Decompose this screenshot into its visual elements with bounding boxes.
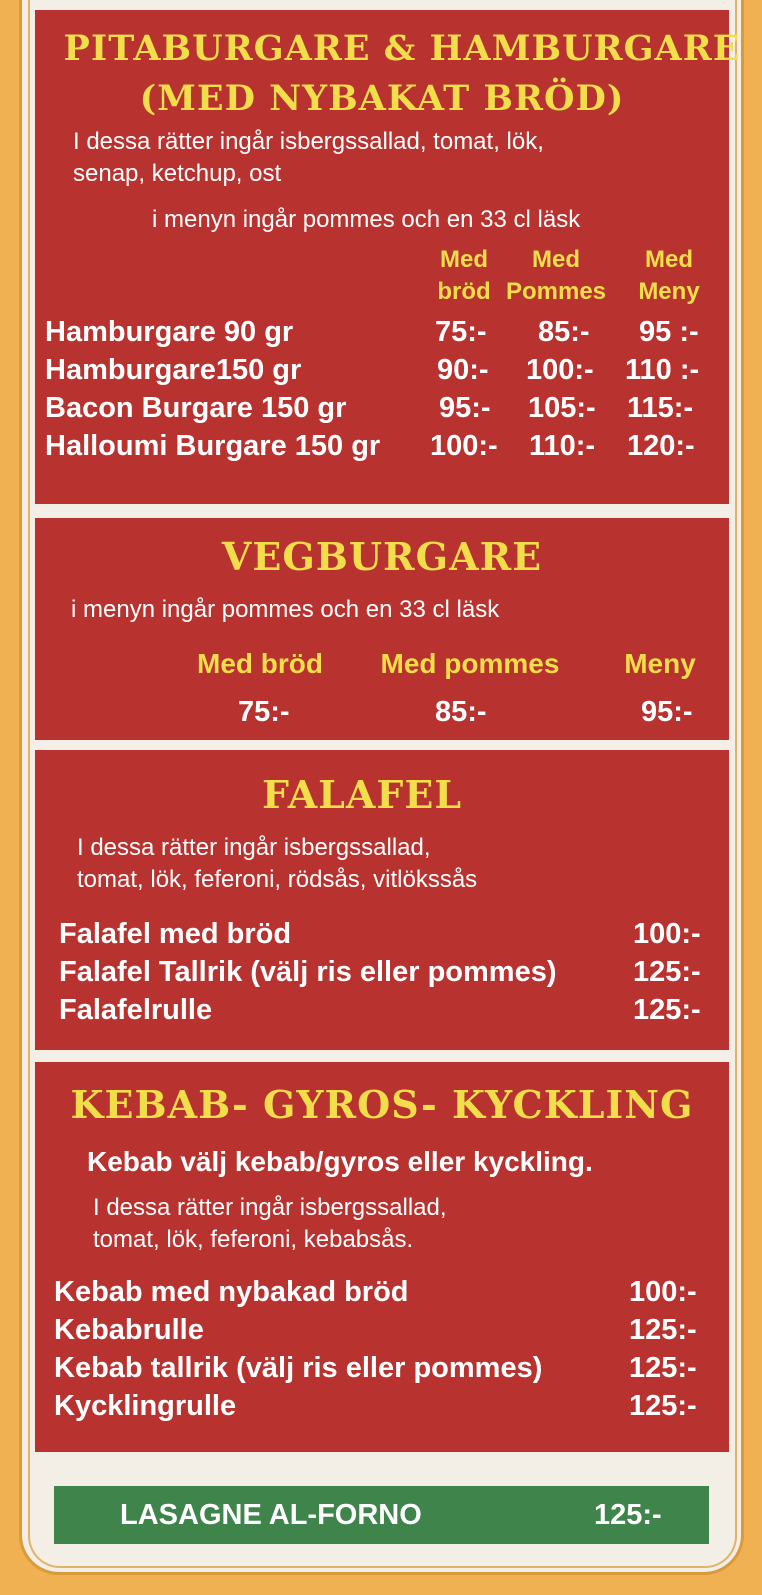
item-price-bread: 100:- bbox=[430, 430, 498, 462]
item-price: 125:- bbox=[633, 994, 701, 1026]
item-price-meny: 95 :- bbox=[639, 316, 699, 348]
item-name: Falafelrulle bbox=[59, 994, 213, 1026]
menu-item-row bbox=[35, 1390, 729, 1428]
item-price-bread: 75:- bbox=[435, 316, 487, 348]
item-name: Kycklingrulle bbox=[54, 1390, 237, 1422]
item-price-meny: 120:- bbox=[627, 430, 695, 462]
menu-note: i menyn ingår pommes och en 33 cl läsk bbox=[71, 596, 500, 623]
item-price-meny: 115:- bbox=[627, 392, 694, 424]
column-header-bread: Med bröd bbox=[197, 648, 323, 679]
item-price-bread: 90:- bbox=[437, 354, 489, 386]
section-subtitle: Kebab välj kebab/gyros eller kyckling. bbox=[87, 1146, 593, 1177]
item-price: 100:- bbox=[633, 918, 701, 950]
item-price: 125:- bbox=[629, 1390, 697, 1422]
item-name: LASAGNE AL-FORNO bbox=[120, 1499, 422, 1531]
item-name: Kebab med nybakad bröd bbox=[54, 1276, 409, 1308]
menu-item-row bbox=[35, 1352, 729, 1390]
price-row bbox=[35, 696, 729, 734]
menu-item-row bbox=[35, 1276, 729, 1314]
item-name: Falafel med bröd bbox=[59, 918, 292, 950]
menu-item-row bbox=[35, 354, 729, 392]
item-price: 125:- bbox=[629, 1314, 697, 1346]
section-falafel bbox=[35, 750, 729, 1050]
section-description-line2: tomat, lök, feferoni, rödsås, vitlökssås bbox=[77, 866, 478, 893]
item-price: 125:- bbox=[594, 1499, 662, 1531]
section-title: PITABURGARE & HAMBURGARE bbox=[63, 28, 741, 69]
item-price-bread: 95:- bbox=[439, 392, 491, 424]
section-kebab bbox=[35, 1062, 729, 1452]
item-price-pommes: 105:- bbox=[528, 392, 596, 424]
section-title: FALAFEL bbox=[261, 772, 463, 817]
item-name: Kebab tallrik (välj ris eller pommes) bbox=[54, 1352, 543, 1384]
menu-note: i menyn ingår pommes och en 33 cl läsk bbox=[152, 206, 581, 233]
section-description: I dessa rätter ingår isbergssallad, bbox=[93, 1194, 447, 1221]
item-name: Halloumi Burgare 150 gr bbox=[45, 430, 381, 462]
item-name: Bacon Burgare 150 gr bbox=[45, 392, 347, 424]
lasagne-banner bbox=[54, 1486, 709, 1544]
menu-item-row bbox=[35, 956, 729, 994]
section-title: KEBAB- GYROS- KYCKLING bbox=[70, 1082, 694, 1127]
item-price-meny: 110 :- bbox=[625, 354, 700, 386]
section-description: I dessa rätter ingår isbergssallad, bbox=[77, 834, 431, 861]
item-price: 125:- bbox=[633, 956, 701, 988]
menu-item-row bbox=[35, 392, 729, 430]
item-price: 100:- bbox=[629, 1276, 697, 1308]
section-pitaburgare bbox=[35, 10, 741, 504]
item-price-pommes: 85:- bbox=[538, 316, 590, 348]
item-name: Kebabrulle bbox=[54, 1314, 204, 1346]
price-pommes: 85:- bbox=[435, 696, 487, 728]
column-header-pommes: Med Pommes bbox=[505, 246, 607, 305]
section-title: VEGBURGARE bbox=[221, 534, 543, 579]
menu-item-row bbox=[35, 918, 729, 956]
menu-item-row bbox=[35, 1314, 729, 1352]
column-header-meny: Meny bbox=[624, 648, 696, 679]
section-description-line2: tomat, lök, feferoni, kebabsås. bbox=[93, 1226, 414, 1253]
item-price-pommes: 100:- bbox=[526, 354, 594, 386]
menu-item-row bbox=[35, 994, 729, 1032]
item-price-pommes: 110:- bbox=[529, 430, 596, 462]
section-title-line2: (MED NYBAKAT BRÖD) bbox=[139, 78, 625, 119]
menu-item-row bbox=[35, 316, 729, 354]
section-description: I dessa rätter ingår isbergssallad, tomat, lök, bbox=[73, 128, 544, 155]
price-bread: 75:- bbox=[238, 696, 290, 728]
menu-item-row bbox=[35, 430, 729, 468]
item-name: Hamburgare150 gr bbox=[45, 354, 302, 386]
item-price: 125:- bbox=[629, 1352, 697, 1384]
item-name: Falafel Tallrik (välj ris eller pommes) bbox=[59, 956, 557, 988]
section-description-line2: senap, ketchup, ost bbox=[73, 160, 282, 187]
section-vegburgare bbox=[35, 518, 729, 740]
price-meny: 95:- bbox=[641, 696, 693, 728]
column-header-pommes: Med pommes bbox=[380, 648, 560, 679]
item-name: Hamburgare 90 gr bbox=[45, 316, 294, 348]
column-header-meny: Med Meny bbox=[638, 246, 700, 305]
column-header-bread: Med bröd bbox=[437, 246, 491, 305]
